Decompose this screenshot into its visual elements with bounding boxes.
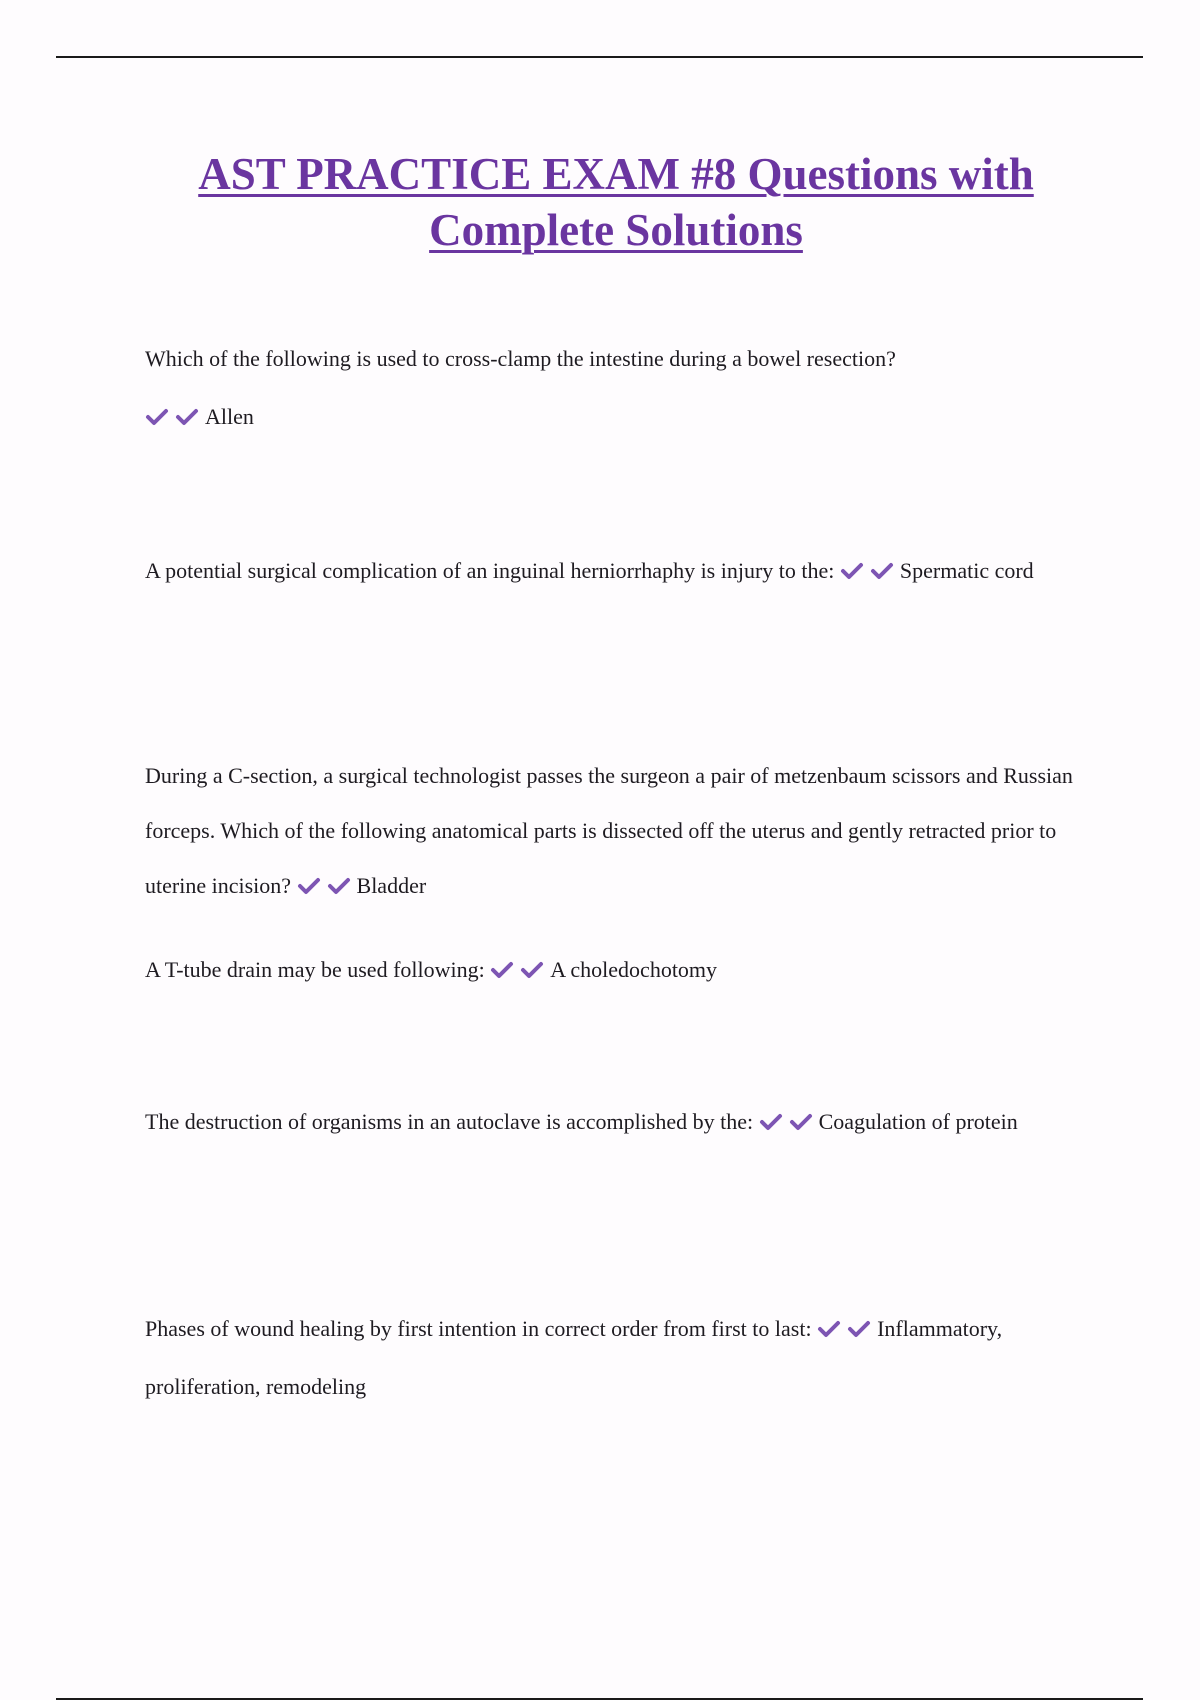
qa-item-6 bbox=[145, 1300, 1105, 1416]
document-title bbox=[60, 146, 1172, 258]
check-icon bbox=[847, 1319, 877, 1339]
check-icon bbox=[297, 876, 327, 896]
title-line-2: Complete Solutions bbox=[429, 205, 803, 255]
question-text: A potential surgical complication of an inguinal herniorrhaphy is injury to the: bbox=[145, 558, 835, 583]
check-icon bbox=[145, 407, 175, 427]
answer-text: Allen bbox=[205, 404, 254, 429]
answer-text: Spermatic cord bbox=[899, 558, 1034, 583]
check-icon bbox=[490, 960, 520, 980]
question-text: Phases of wound healing by first intention in correct order from first to last: bbox=[145, 1316, 812, 1341]
check-icon bbox=[840, 561, 870, 581]
check-icon bbox=[759, 1112, 789, 1132]
answer-text: A choledochotomy bbox=[550, 957, 718, 982]
top-rule bbox=[56, 56, 1143, 58]
question-text: During a C-section, a surgical technologist passes the surgeon a pair of metzenbaum scissors and Russian forceps. Which of the following anatomical parts is dissected off the uterus and gently retracted prior to uterine incision? bbox=[145, 763, 1073, 898]
check-icon bbox=[520, 960, 550, 980]
qa-item-2 bbox=[145, 542, 1105, 600]
title-line-1: AST PRACTICE EXAM #8 Questions with bbox=[198, 149, 1034, 199]
check-icon bbox=[870, 561, 900, 581]
answer-text: Coagulation of protein bbox=[818, 1109, 1018, 1134]
check-icon bbox=[327, 876, 357, 896]
answer-text: Inflammatory, proliferation, remodeling bbox=[145, 1316, 1003, 1399]
qa-item-4 bbox=[145, 941, 1105, 999]
question-text: The destruction of organisms in an autoclave is accomplished by the: bbox=[145, 1109, 754, 1134]
check-icon bbox=[175, 407, 205, 427]
qa-item-1 bbox=[145, 330, 1105, 446]
question-text: A T-tube drain may be used following: bbox=[145, 957, 485, 982]
qa-item-3 bbox=[145, 748, 1105, 913]
answer-text: Bladder bbox=[356, 873, 427, 898]
question-text: Which of the following is used to cross-clamp the intestine during a bowel resection? bbox=[145, 346, 896, 371]
check-icon bbox=[817, 1319, 847, 1339]
qa-item-5 bbox=[145, 1093, 1105, 1151]
check-icon bbox=[789, 1112, 819, 1132]
